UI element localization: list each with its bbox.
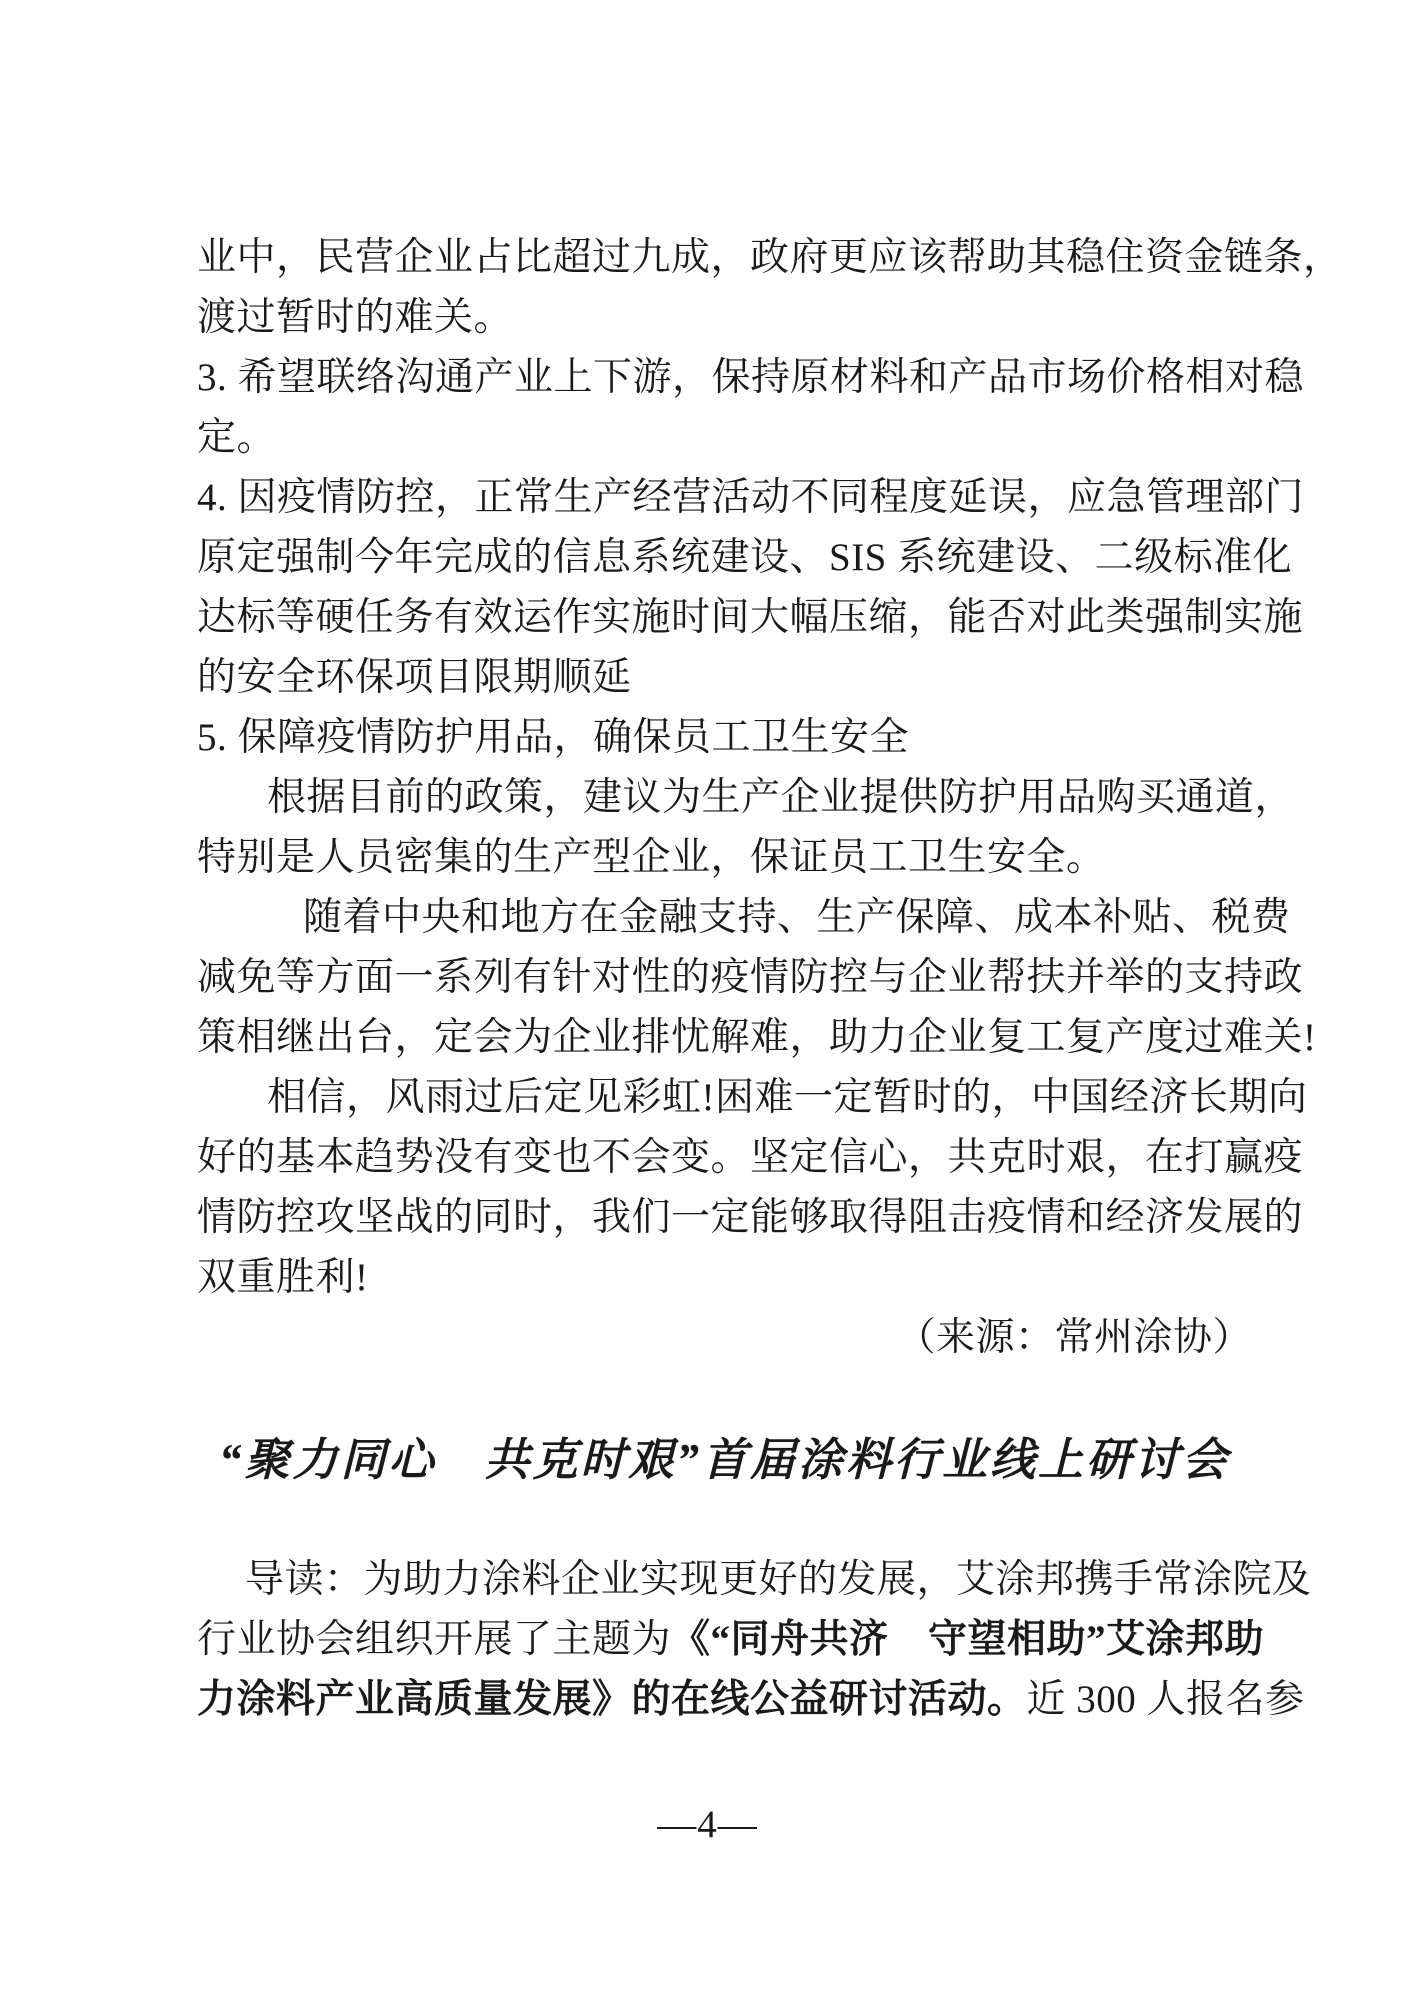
text-segment: 《“同舟共济 守望相助”艾涂邦助 xyxy=(671,1618,1265,1661)
text-segment: 随着中央和地方在金融支持、生产保障、成本补贴、税费 xyxy=(303,896,1291,939)
body-line xyxy=(197,708,1252,768)
body-line xyxy=(197,1008,1317,1068)
blank-line xyxy=(197,1368,1252,1425)
text-segment: 的安全环保项目限期顺延 xyxy=(197,656,632,699)
text-segment: 策相继出台，定会为企业排忧解难，助力企业复工复产度过难关! xyxy=(197,1016,1317,1059)
document-body xyxy=(197,228,1343,1730)
text-segment: 双重胜利! xyxy=(197,1256,369,1299)
text-segment: 相信，风雨过后定见彩虹!困难一定暂时的，中国经济长期向 xyxy=(267,1076,1308,1119)
body-line xyxy=(197,468,1305,528)
body-line xyxy=(197,1188,1304,1248)
body-line xyxy=(197,1128,1304,1188)
source-attribution-line xyxy=(197,1308,1252,1368)
text-segment: 业中，民营企业占比超过九成，政府更应该帮助其稳住资金链条， xyxy=(197,236,1343,279)
body-line xyxy=(197,1670,1305,1730)
body-line xyxy=(197,1610,1265,1670)
text-segment: 定。 xyxy=(197,416,277,459)
text-segment: 3. 希望联络沟通产业上下游，保持原材料和产品市场价格相对稳 xyxy=(197,356,1305,399)
text-segment: 特别是人员密集的生产型企业，保证员工卫生安全。 xyxy=(197,836,1106,879)
blank-line xyxy=(197,1495,1252,1550)
text-segment: 力涂料产业高质量发展》的在线公益研讨活动。 xyxy=(197,1678,1027,1721)
body-line xyxy=(197,828,1252,888)
body-line xyxy=(197,288,1252,348)
body-line xyxy=(197,528,1293,588)
body-line xyxy=(197,1068,1308,1128)
body-line xyxy=(197,228,1343,288)
text-segment: 导读：为助力涂料企业实现更好的发展，艾涂邦携手常涂院及 xyxy=(245,1558,1312,1601)
text-segment: 好的基本趋势没有变也不会变。坚定信心，共克时艰，在打赢疫 xyxy=(197,1136,1304,1179)
text-segment: 4. 因疫情防控，正常生产经营活动不同程度延误，应急管理部门 xyxy=(197,476,1305,519)
section-title-calligraphy xyxy=(197,1425,1252,1495)
body-line xyxy=(197,588,1304,648)
text-segment: 减免等方面一系列有针对性的疫情防控与企业帮扶并举的支持政 xyxy=(197,956,1304,999)
body-line xyxy=(197,768,1295,828)
body-line xyxy=(197,348,1305,408)
body-line xyxy=(197,1248,1252,1308)
text-segment: 行业协会组织开展了主题为 xyxy=(197,1618,672,1661)
body-line xyxy=(197,408,1252,468)
body-line xyxy=(197,648,1252,708)
body-line xyxy=(197,888,1291,948)
page-number: —4— xyxy=(657,1803,758,1846)
text-segment: 5. 保障疫情防护用品，确保员工卫生安全 xyxy=(197,716,910,759)
body-line xyxy=(197,948,1304,1008)
body-line xyxy=(197,1550,1312,1610)
text-segment: 原定强制今年完成的信息系统建设、SIS 系统建设、二级标准化 xyxy=(197,536,1293,579)
text-segment: 根据目前的政策，建议为生产企业提供防护用品购买通道， xyxy=(267,776,1295,819)
text-segment: “聚力同心 共克时艰”首届涂料行业线上研讨会 xyxy=(218,1435,1230,1485)
text-segment: （来源：常州涂协） xyxy=(896,1316,1252,1359)
text-segment: 达标等硬任务有效运作实施时间大幅压缩，能否对此类强制实施 xyxy=(197,596,1304,639)
text-segment: 渡过暂时的难关。 xyxy=(197,296,514,339)
text-segment: 情防控攻坚战的同时，我们一定能够取得阻击疫情和经济发展的 xyxy=(197,1196,1304,1239)
text-segment: 近 300 人报名参 xyxy=(1026,1678,1305,1721)
